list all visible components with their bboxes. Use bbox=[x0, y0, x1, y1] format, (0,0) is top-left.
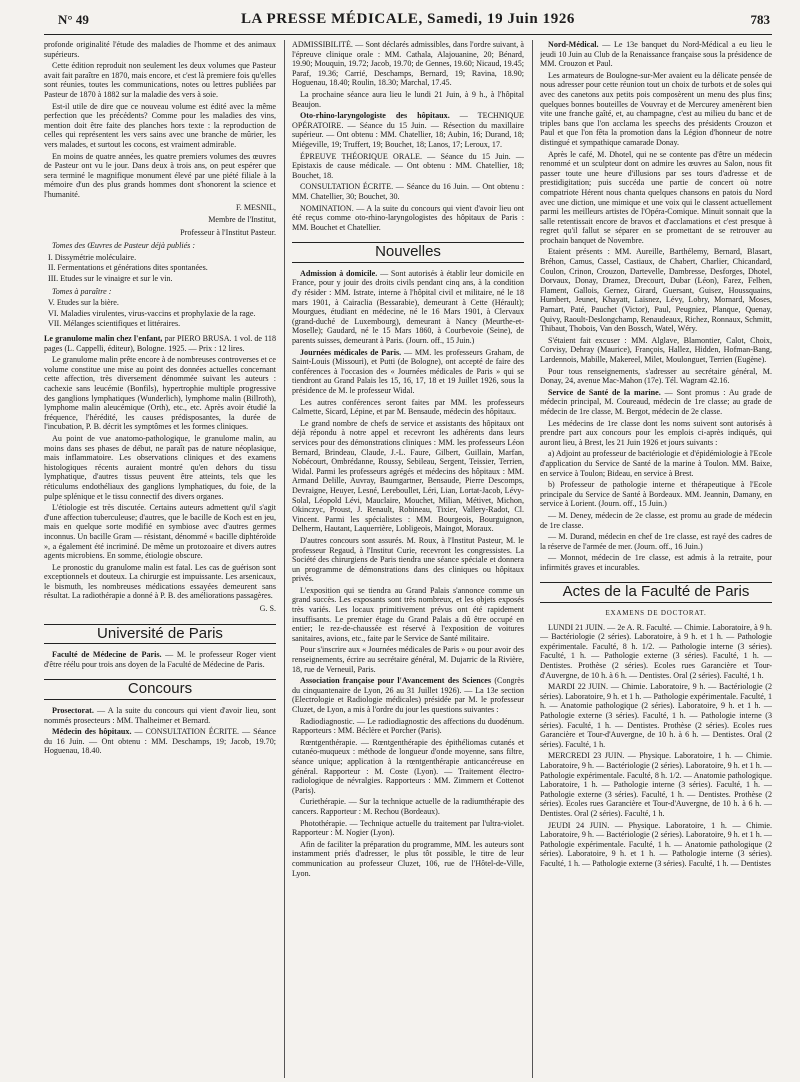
exam-schedule: MERCREDI 23 JUIN. — Physique. Laboratoire, 1 h. — Chimie. Laboratoire, 9 h. — Bactériologie (2 séries). Laboratoire, 9 h. et 1 h. — Pathologie expérimentale. Faculté, 8 h. 1/2. — Anatomie pathologique. Laboratoire, 1 h. — Pathologie interne (3 séries). Faculté, 1 h. — Pathologie externe (3 séries). Faculté, 1 h. — Dentistes. Prothèse (2 séries). Ecoles rues Garancière et Tour-d'Auvergne, de 10 h. à 6 h. — Dentistes. Oral (2 séries). Faculté, 1 h. bbox=[540, 751, 772, 818]
column-divider bbox=[532, 40, 533, 1078]
paragraph: Le grand nombre de chefs de service et assistants des hôpitaux ont déjà répondu à notre appel et recevront les adhérents dans leurs services pour des démonstrations cliniques : MM. les professeurs Léon Bernard, Brindeau, Claude, J.-L. Faure, Gilbert, Guillain, Marfan, Nobécourt, Ombrédanne, Roussy, Sebileau, Sergent, Teissier, Terrien, Widal. Parmi les professeurs agrégés et médecins des hôpitaux : MM. Armand Delille, Auvray, Baumgartner, Bensaude, Pierre Descomps, Devraigne, Heuyer, Lesné, Lereboullet, Léri, Lian, Lortat-Jacob, Lévy-Solal, Léopold Lévi, Mauclaire, Mouchet, Milian, Métivet, Michon, Okinczyc, Proust, J. Renault, Robineau, Tixier, Vallery-Radot, Cl. Vincent. Parmi les spécialistes : MM. Bourgeois, Bourguignon, Delherm, Hautant, Laquerrière, Lobligeois, Maingot, Moraux. bbox=[292, 418, 524, 534]
page-number: 783 bbox=[750, 12, 770, 27]
exam-schedule: JEUDI 24 JUIN. — Physique. Laboratoire, 1 h. — Chimie. Laboratoire, 9 h. — Bactériologie (2 séries). Laboratoire, 9 h. et 1 h. — Pathologie expérimentale. Faculté, 1 h. — Anatomie pathologique (2 séries). Laboratoire, 9 h. et 1 h. — Pathologie interne (3 séries). Faculté, 1 h. — Pathologie externe (3 séries). Faculté, 1 h. — Dentistes bbox=[540, 820, 772, 868]
toc-list bbox=[44, 298, 276, 329]
news-item bbox=[292, 269, 524, 346]
column-2 bbox=[292, 40, 524, 1078]
paragraph: CONSULTATION ÉCRITE. — Séance du 16 Juin. — Ont obtenu : MM. Chatellier, 30; Bouchet, 30. bbox=[292, 182, 524, 201]
column-divider bbox=[284, 40, 285, 1078]
column-3 bbox=[540, 40, 772, 1078]
news-item-title: Service de Santé de la marine. bbox=[548, 387, 661, 397]
toc-item: I. Dissymétrie moléculaire. bbox=[48, 252, 137, 262]
paragraph: Après le café, M. Dhotel, qui ne se contente pas d'être un médecin renommé et un sculpteur dont on admire les œuvres au Salon, nous fit passer toute une heure d'illusions par ses tours d'adresse et de prestidigitation; puis succéda une partie de concert où notre compatriote Hérent nous chanta quelques chansons en patois du Nord avec une diction, une mimique et une voix qui le classent actuellement parmi les meilleurs artistes de l'Opéra-Comique. Minuit sonnait que la salle retentissait encore de bravos et d'acclamations et c'est presque à regret qu'il fallut se séparer en se promettant de se retrouver au prochain banquet de Novembre. bbox=[540, 149, 772, 245]
news-item-title: Médecin des hôpitaux. bbox=[52, 727, 132, 737]
paragraph: Pour tous renseignements, s'adresser au secrétaire général, M. Donay, 24, avenue Mac-Mahon (17e). Tél. Wagram 42.16. bbox=[540, 366, 772, 386]
paragraph: D'autres concours sont assurés. M. Roux, à l'Institut Pasteur, M. le professeur Regaud, à l'Institut Curie, recevront les congressistes. La Société des chirurgiens de Paris tiendra une séance spéciale et donnera un programme de démonstrations dans des cliniques ou hôpitaux privés. bbox=[292, 535, 524, 584]
news-item-title: Oto-rhino-laryngologiste des hôpitaux. bbox=[300, 111, 450, 121]
news-item-text: — CONSULTATION ÉCRITE. — Séance du 16 Juin. — Ont obtenu : MM. Deschamps, 19; Jacob, 19.70; Hoguenau, 18.40. bbox=[44, 727, 276, 756]
signature-name: F. MESNIL, bbox=[235, 202, 276, 212]
paragraph: a) Adjoint au professeur de bactériologie et d'épidémiologie à l'Ecole d'application du Service de Santé de la marine à Toulon. MM. Baixe, en service à Toulon; Bideau, en service à Brest. bbox=[540, 449, 772, 478]
paragraph: Les armateurs de Boulogne-sur-Mer avaient eu la délicate pensée de nous adresser pour cette réunion tout un choix de turbots et de soles qui avec des canetons aux petits pois composèrent un menu des plus fins; quelques bonnes bouteilles de Vouvray et de Mercurey amenèrent bien vite une franche gaîté, et, au champagne, c'est au milieu du banc et de triples bans que l'on acclama les speechs des présidents Crouzon et Paul et que l'on fêta la promotion dans la Légion d'honneur de notre distingué et sympathique camarade Donay. bbox=[540, 70, 772, 147]
toc-item: VII. Mélanges scientifiques et littéraires. bbox=[48, 319, 181, 329]
news-item bbox=[540, 40, 772, 69]
paragraph: Les autres conférences seront faites par MM. les professeurs Calmette, Sicard, Lépine, et par M. Bensaude, médecin des hôpitaux. bbox=[292, 397, 524, 417]
paragraph: — M. Durand, médecin en chef de 1re classe, est rayé des cadres de la réserve de l'armée de mer. (Journ. off., 16 Juin.) bbox=[540, 532, 772, 551]
paragraph: Rœntgenthérapie. — Rœntgenthérapie des épithéliomas cutanés et cutanéo-muqueux : méthode de longueur d'onde moyenne, sans filtre, séance unique; application à la rœntgenthérapie anticancéreuse en général. Rapporteur : M. Coste (Lyon). — Traitement électro-radiologique de névralgies. Rapporteurs : MM. Zimmern et Cottenot (Paris). bbox=[292, 737, 524, 795]
signature-initials: G. S. bbox=[259, 604, 276, 614]
paragraph: Est-il utile de dire que ce nouveau volume est édité avec la même perfection que les précédents? Comme pour les maladies des vins, mention doit être faite des planches hors texte : la reproduction de celles qui représentent les vers sains avec une branche de mûrier, les vers malades, et surtout les cocons, est vraiment admirable. bbox=[44, 101, 276, 149]
toc-item: VI. Maladies virulentes, virus-vaccins et prophylaxie de la rage. bbox=[48, 308, 256, 318]
news-item-title: Nord-Médical. bbox=[548, 40, 599, 49]
page-header bbox=[44, 0, 772, 35]
signature-title: Professeur à l'Institut Pasteur. bbox=[180, 227, 276, 237]
news-item-text: — Sont promus : Au grade de médecin principal, M. Coureaud, médecin de 1re classe; au grade de médecin de 1re classe, M. Bergot, médecin de 2e classe. bbox=[540, 387, 772, 416]
toc-item: II. Fermentations et générations dites spontanées. bbox=[48, 263, 208, 273]
issue-number: N° 49 bbox=[58, 12, 89, 27]
news-item bbox=[44, 650, 276, 669]
paragraph: NOMINATION. — A la suite du concours qui vient d'avoir lieu ont été reçus comme oto-rhino-laryngologistes des hôpitaux de Paris : MM. Bouchet et Chatellier. bbox=[292, 203, 524, 232]
news-item-title: Faculté de Médecine de Paris. bbox=[52, 650, 162, 660]
paragraph: L'exposition qui se tiendra au Grand Palais s'annonce comme un grand succès. Les exposants sont très nombreux, et les objets exposés très variés. Les locaux primitivement prévus ont été rapidement insuffisants. Le premier étage du Grand Palais a dû être occupé en entier; le rez-de-chaussée est réservé à l'exposition de voitures sanitaires, avions, etc., faite par le Service de Santé militaire. bbox=[292, 585, 524, 643]
news-item bbox=[292, 676, 524, 714]
signature-title: Membre de l'Institut, bbox=[208, 215, 276, 225]
paragraph: Cette édition reproduit non seulement les deux volumes que Pasteur avait fait paraître en 1870, mais encore, et c'est là premiere fois qu'elles sont réunies, toutes les communications, notes ou lettres publiées par Pasteur de 1870 à 1882 sur la maladie des vers à soie. bbox=[44, 61, 276, 99]
paragraph: Au point de vue anatomo-pathologique, le granulome malin, au moins dans ses phases de début, ne paraît pas de nature néoplasique, mais inflammatoire. Les observations cliniques et des examens histologiques récents auraient montré qu'en dehors du tissu lymphatique, d'autres tissus peuvent être atteints, tels que les réticulums endothéliaux des ganglions lymphatiques, du foie, de la pulpe splénique et le tissu connectif des divers organes. bbox=[44, 433, 276, 501]
paragraph: Les médecins de 1re classe dont les noms suivent sont autorisés à prendre part aux concours pour les emplois ci-après indiqués, qui auront lieu, à Brest, les 21 Juin 1926 et jours suivants : bbox=[540, 418, 772, 447]
review-heading bbox=[44, 334, 276, 353]
paragraph: — Monnot, médecin de 1re classe, est admis à la retraite, pour infirmités graves et incurables. bbox=[540, 553, 772, 572]
news-item bbox=[292, 111, 524, 149]
paragraph: Le pronostic du granulome malin est fatal. Les cas de guérison sont exceptionnels et douteux. La chirurgie est impuissante. Les arsenicaux, le bismuth, les nombreuses médications essayées demeurent sans résultat. La radiothérapie a donné à P. B. des améliorations passagères. bbox=[44, 562, 276, 601]
news-item bbox=[540, 388, 772, 417]
toc-item: III. Etudes sur le vinaigre et sur le vin. bbox=[48, 274, 173, 284]
toc-item: V. Etudes sur la bière. bbox=[48, 298, 119, 308]
section-heading-nouvelles: Nouvelles bbox=[292, 242, 524, 263]
paragraph: profonde originalité l'étude des maladies de l'homme et des animaux supérieurs. bbox=[44, 40, 276, 59]
news-item-title: Prosectorat. bbox=[52, 706, 94, 716]
news-item bbox=[44, 706, 276, 725]
news-item bbox=[292, 348, 524, 396]
news-item-text: — A la suite du concours qui vient d'avoir lieu, sont nommés prosecteurs : MM. Thalheimer et Bernard. bbox=[44, 706, 276, 725]
paragraph: Etaient présents : MM. Aureille, Barthélemy, Bernard, Blasart, Bréhon, Camus, Cassel, Castiaux, de Chabert, Charlier, Chicandard, Coulon, Crinon, Crouzon, Dartevelle, Dambresse, Desforges, Dhotel, Dorvaux, Donay, Dramez, Drecourt, Dubar (Léon), Farez, Felhen, Flament, Gallois, Gernez, Girard, Guersant, Guisez, Houssquains, Humbert, Jeunet, Khayatt, Laisnez, Lévy, Lobry, Mornard, Moses, Parnart, Paté, Pauchet (Victor), Paul, Peugniez, Planque, Quenay, Quivy, Raoult-Deslongchamp, Renaudeaux, Richez, Ronnaux, Schmitt, Thibaut, Thobois, Van den Bossch, Watel, Wéry. bbox=[540, 247, 772, 334]
news-item-text: (Congrès du cinquantenaire de Lyon, 26 au 31 Juillet 1926). — La 13e section (Electrologie et Radiologie médicales) présidée par M. le professeur Cluzet, de Lyon, a mis à l'ordre du jour les questions suivantes : bbox=[292, 676, 524, 714]
news-item bbox=[44, 727, 276, 756]
review-title: Le granulome malin chez l'enfant, bbox=[44, 334, 163, 344]
paragraph: b) Professeur de pathologie interne et thérapeutique à l'Ecole principale du Service de Santé à Bordeaux. MM. Jeannin, Damany, en service à Lorient. (Journ. off., 15 Juin.) bbox=[540, 480, 772, 509]
paragraph: ÉPREUVE THÉORIQUE ORALE. — Séance du 15 Juin. — Epistaxis de cause médicale. — Ont obtenu : MM. Chatellier, 18; Bouchet, 18. bbox=[292, 151, 524, 180]
paragraph: Afin de faciliter la préparation du programme, MM. les auteurs sont instamment priés d'adresser, le plus tôt possible, le titre de leur communication au professeur Cluzet, 106, rue de l'Hôtel-de-Ville, Lyon. bbox=[292, 839, 524, 878]
column-1 bbox=[44, 40, 276, 1078]
paragraph: ADMISSIBILITÉ. — Sont déclarés admissibles, dans l'ordre suivant, à l'épreuve clinique orale : MM. Cathala, Alajouanine, 20; Bénard, 19.90; Mouquin, 19.72; Jacob, 19.70; de Gennes, 19.60; Nicaud, 19.45; Paraf, 19.36; Carrié, Deschamps, Bernard, 19; Ravina, 18.90; Hoguenau, 18.40; Roulin, 18.30; Marchal, 17.45. bbox=[292, 40, 524, 88]
columns bbox=[44, 40, 772, 1078]
paragraph: L'étiologie est très discutée. Certains auteurs admettent qu'il s'agit d'une affection tuberculeuse; d'autres, que le bacille de Koch est en jeu, mais en quelque sorte modifié en symbiose avec d'autres germes inconnus. Un bacille Gram — résistant, dénommé « bacille diphtéroïde », a également été incriminé. De même un protozoaire et divers autres agents microbiens. En somme, étiologie obscure. bbox=[44, 503, 276, 561]
paragraph: S'étaient fait excuser : MM. Alglave, Blamontier, Calot, Choix, Corvisy, Dehray (Maurice), François, Hallez, Hidden, Hofman-Bang, Lardennois, Mabille, Makereel, Milet, Moulonguet, Terrien (Eugène). bbox=[540, 335, 772, 364]
news-item-text: — TECHNIQUE OPÉRATOIRE. — Séance du 15 Juin. — Résection du maxillaire supérieur. — Ont obtenu : MM. Chatellier, 18; Aubin, 16; Durand, 18; Miégeville, 19; Truffert, 19; Bouchet, 18; Lanos, 17; Leroux, 17. bbox=[292, 111, 524, 149]
exam-subheading: EXAMENS DE DOCTORAT. bbox=[605, 609, 707, 618]
news-item-title: Admission à domicile. bbox=[300, 268, 378, 278]
section-heading-concours: Concours bbox=[44, 679, 276, 700]
paragraph: — M. Deney, médecin de 2e classe, est promu au grade de médecin de 1re classe. bbox=[540, 510, 772, 530]
paragraph: Curiethérapie. — Sur la technique actuelle de la radiumthérapie des cancers. Rapporteur : M. Rechou (Bordeaux). bbox=[292, 797, 524, 816]
paragraph: Radiodiagnostic. — Le radiodiagnostic des affections du duodénum. Rapporteurs : MM. Béclère et Porcher (Paris). bbox=[292, 716, 524, 736]
paragraph: Photothérapie. — Technique actuelle du traitement par l'ultra-violet. Rapporteur : M. Nogier (Lyon). bbox=[292, 818, 524, 838]
news-item-text: — MM. les professeurs Graham, de Saint-Louis (Missouri), et Putti (de Bologne), ont accepté de faire des conférences à l'occasion des « Journées médicales de Paris » qui se tiendront au Grand Palais les 15, 16, 17, 18 et 19 Juillet 1926, sous la présidence de M. le professeur Widal. bbox=[292, 347, 524, 395]
section-heading-actes: Actes de la Faculté de Paris bbox=[540, 582, 772, 603]
exam-schedule: MARDI 22 JUIN. — Chimie. Laboratoire, 9 h. — Bactériologie (2 séries). Laboratoire, 9 h. et 1 h. — Pathologie expérimentale. Faculté, 1 h. — Anatomie pathologique (2 séries). Laboratoire, 9 h. et 1 h. — Pathologie externe (3 séries). Faculté, 1 h. — Pathologie interne (3 séries). Faculté, 1 h. — Dentistes. Prothèse (2 séries). Ecoles rues Garancière et Tour-d'Auvergne, de 10 h. à 6 h. — Dentistes. Oral (2 séries). Faculté, 1 h. bbox=[540, 682, 772, 749]
section-heading-universite: Université de Paris bbox=[44, 624, 276, 645]
toc-title: Tomes des Œuvres de Pasteur déjà publiés : bbox=[52, 241, 196, 251]
toc-list bbox=[44, 253, 276, 284]
news-item-text: — M. le professeur Roger vient d'être réélu pour trois ans doyen de la Faculté de Médecine de Paris. bbox=[44, 650, 276, 669]
toc-title: Tomes à paraître : bbox=[52, 286, 112, 296]
news-item-text: — Sont autorisés à établir leur domicile en France, pour y jouir des droits civils pendant cinq ans, à la condition d'y résider : MM. Istrate, interne à l'hôpital civil et militaire, né le 18 mars 1901, à Cairaclia (Bessarabie), demeurant à Cette (Hérault); Mourgues, étudiant en médecine, né le 16 Mars 1901, à Clervaux (grand-duché de Luxembourg), demeurant à Nancy (Meurthe-et-Moselle); Gaudard, né le 15 Mars 1860, à Courbevoie (Seine), de parents suisses, demeurant à Paris. (Journ. off., 15 Juin.) bbox=[292, 268, 524, 346]
exam-schedule: LUNDI 21 JUIN. — 2e A. R. Faculté. — Chimie. Laboratoire, à 9 h. — Bactériologie (2 séries). Laboratoire, à 9 h. et 1 h. — Pathologie expérimentale. Faculté, 8 h. 1/2. — Pathologie interne (3 séries). Faculté, 1 h. — Pathologie externe (3 séries). Faculté, 1 h. — Dentistes. Prothèse (2 séries). Ecoles rues Garancière et Tour-d'Auvergne, de 10 h. à 6 h. — Dentistes. Oral (2 séries). Faculté, 1 h. bbox=[540, 622, 772, 680]
paragraph: Pour s'inscrire aux « Journées médicales de Paris » ou pour avoir des renseignements, écrire au secrétaire général, M. Dujarric de la Rivière, 18, rue de Verneuil, Paris. bbox=[292, 645, 524, 674]
paragraph: La prochaine séance aura lieu le lundi 21 Juin, à 9 h., à l'hôpital Beaujon. bbox=[292, 89, 524, 109]
journal-title: LA PRESSE MÉDICALE, Samedi, 19 Juin 1926 bbox=[240, 11, 576, 27]
news-item-title: Association française pour l'Avancement des Sciences bbox=[300, 676, 492, 686]
paragraph: En moins de quatre années, les quatre premiers volumes des œuvres de Pasteur ont vu le jour. Dans deux à trois ans, on peut espérer que sera terminé le magnifique monument élevé par une piété filiale à la mémoire d'un des plus grands hommes dont s'honorent la science et l'humanité. bbox=[44, 151, 276, 199]
news-item-title: Journées médicales de Paris. bbox=[300, 347, 402, 357]
news-item-text: — Le 13e banquet du Nord-Médical a eu lieu le jeudi 10 Juin au Club de la Renaissance française sous la présidence de MM. Crouzon et Paul. bbox=[540, 40, 772, 69]
review-reference: par PIERO BRUSA. 1 vol. de 118 pages (L. Cappelli, éditeur), Bologne. 1925. — Prix : 12 lires. bbox=[44, 334, 276, 353]
paragraph: Le granulome malin prête encore à de nombreuses controverses et ce volume constitue une mise au point des données actuelles concernant cette affection, très diversement dénommée suivant les auteurs : cachexie sans leucémie (Bonfils), hypertrophie multiple progressive des ganglions lymphatiques (Wunderlich), lymphome malin (Billroth), lymphome malin aleucémique (Orth), etc., etc. Après avoir étudié la fréquence, l'hérédité, les causes prédisposantes, la durée de l'incubation, P. B. décrit les symptômes et les formes cliniques. bbox=[44, 355, 276, 432]
